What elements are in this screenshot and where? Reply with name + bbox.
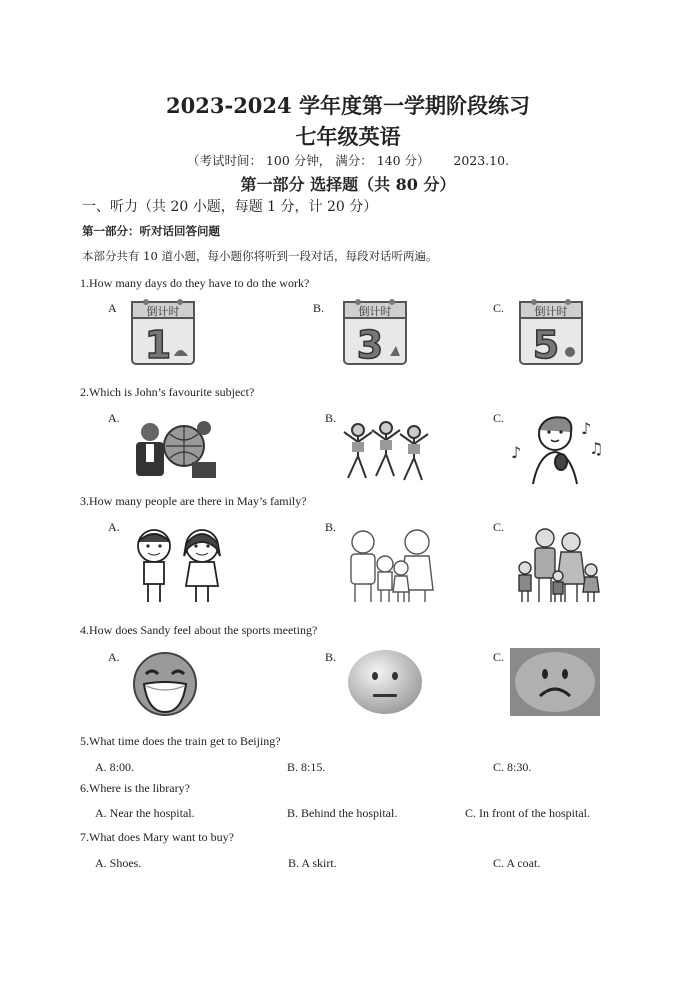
exam-date: 2023.10. — [453, 153, 510, 168]
q5-option-a: A. 8:00. — [95, 760, 134, 774]
q2-pe-exercise-icon — [340, 418, 432, 484]
q2-music-singing-icon — [505, 410, 604, 484]
q4-option-a-label: A. — [108, 650, 120, 664]
q6-option-b: B. Behind the hospital. — [287, 806, 398, 820]
part-title: 第一部分 选择题（共 80 分） — [240, 175, 456, 194]
q1-option-b-label: B. — [313, 301, 325, 315]
q1-calendar-1-label: 倒计时 — [146, 305, 180, 318]
q2-geography-globe-icon — [126, 418, 216, 480]
q3-two-people-icon — [128, 526, 228, 604]
svg-text:♫: ♫ — [589, 439, 604, 458]
q7-option-b: B. A skirt. — [288, 856, 337, 870]
q2-option-c-label: C. — [493, 411, 505, 425]
q4-sad-face-icon — [510, 648, 600, 716]
exam-info — [0, 151, 696, 169]
q1-option-c-label: C. — [493, 301, 505, 315]
q4-neutral-face-icon — [347, 648, 423, 716]
exam-duration-score: （考试时间： 100 分钟， 满分： 140 分） — [186, 153, 430, 168]
q6-option-a: A. Near the hospital. — [95, 806, 195, 820]
q3-option-a-label: A. — [108, 520, 120, 534]
exam-title: 2023-2024 学年度第一学期阶段练习 — [166, 93, 530, 118]
q1-calendar-1-digit: 1 — [144, 323, 172, 367]
q1-calendar-5-icon — [518, 298, 584, 366]
section-subheading: 第一部分：听对话回答问题 — [82, 224, 220, 238]
q1-calendar-3-icon — [342, 298, 408, 366]
q7-option-c: C. A coat. — [493, 856, 541, 870]
q1-calendar-3-digit: 3 — [356, 323, 384, 367]
q3-family-of-four-icon — [345, 528, 437, 604]
q4-option-c-label: C. — [493, 650, 505, 664]
q5-option-c: C. 8:30. — [493, 760, 532, 774]
q2-option-b-label: B. — [325, 411, 337, 425]
q1-option-a-label: A — [108, 301, 117, 315]
section-heading: 一、听力（共 20 小题，每题 1 分，计 20 分） — [82, 199, 378, 215]
section-instruction: 本部分共有 10 道小题，每小题你将听到一段对话，每段对话听两遍。 — [82, 249, 438, 263]
question-3: 3.How many people are there in May’s family? — [80, 494, 307, 508]
question-7: 7.What does Mary want to buy? — [80, 830, 234, 844]
q6-option-c: C. In front of the hospital. — [465, 806, 590, 820]
question-2: 2.Which is John’s favourite subject? — [80, 385, 255, 399]
q1-calendar-5-digit: 5 — [532, 323, 560, 367]
q4-option-b-label: B. — [325, 650, 337, 664]
q1-calendar-1-icon — [130, 298, 196, 366]
question-4: 4.How does Sandy feel about the sports meeting? — [80, 623, 318, 637]
question-6: 6.Where is the library? — [80, 781, 190, 795]
q3-family-of-five-icon — [513, 526, 607, 604]
question-1: 1.How many days do they have to do the work? — [80, 276, 310, 290]
q1-calendar-5-label: 倒计时 — [534, 305, 568, 318]
question-5: 5.What time does the train get to Beijing? — [80, 734, 281, 748]
q4-laughing-face-icon — [132, 650, 198, 718]
q3-option-c-label: C. — [493, 520, 505, 534]
q1-calendar-3-label: 倒计时 — [358, 305, 392, 318]
q3-option-b-label: B. — [325, 520, 337, 534]
svg-text:♪: ♪ — [581, 419, 592, 438]
q7-option-a: A. Shoes. — [95, 856, 142, 870]
q2-option-a-label: A. — [108, 411, 120, 425]
q5-option-b: B. 8:15. — [287, 760, 326, 774]
exam-subtitle: 七年级英语 — [295, 124, 401, 149]
svg-text:♪: ♪ — [511, 443, 522, 462]
